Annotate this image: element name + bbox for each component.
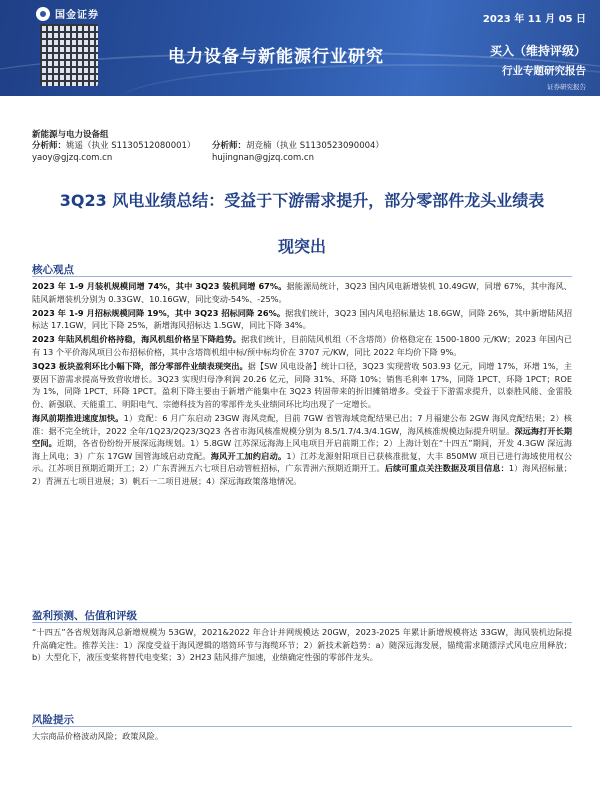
core-paragraph (32, 280, 572, 305)
paragraph-lead: 3Q23 板块盈利环比小幅下降，部分零部件业绩表现突出。 (32, 361, 248, 372)
qr-code-icon (40, 24, 98, 86)
paragraph-text: 据我们统计，目前陆风机组（不含塔筒）价格稳定在 1500-1800 元/KW；2023 年国内已有 13 个平价海风项目公布招标价格，其中含塔筒机组中标/预中标均价在 3707 元/KW，同比 2022 年均价下降 9%。 (32, 334, 572, 357)
core-views-body (32, 280, 572, 489)
core-paragraph (32, 333, 572, 358)
logo-icon (36, 7, 50, 21)
report-title (32, 178, 572, 270)
report-type: 行业专题研究报告 (502, 65, 586, 77)
report-title-line-2: 现突出 (277, 237, 326, 256)
paragraph-lead: 深远海打开长期空间。 (32, 425, 572, 449)
paragraph-text: 1）江苏龙源射阳项目已获核准批复，大丰 850MW 项目已进行海域使用权公示。江苏项目预期近期开工；2）广东青洲五六七项目启动管桩招标，广东青洲六预期近期开工。 (32, 450, 572, 474)
section-divider (32, 726, 572, 727)
core-paragraph (32, 412, 572, 488)
paragraph-text: 据能源局统计，3Q23 国内风电新增装机 10.49GW，同增 67%，其中海风、陆风新增装机分别为 0.33GW、10.16GW，同比变动-54%、-25%。 (32, 281, 572, 304)
rating-badge: 买入（维持评级） (489, 44, 586, 58)
paragraph-lead: 2023 年陆风机组价格持稳，海风机组价格呈下降趋势。 (32, 334, 242, 345)
paragraph-lead: 2023 年 1-9 月招标规模同降 19%，其中 3Q23 招标同降 26%。 (32, 307, 286, 318)
risk-paragraph: 大宗商品价格波动风险；政策风险。 (32, 731, 164, 741)
logo-text: 国金证券 (55, 10, 99, 21)
series-title: 电力设备与新能源行业研究 (168, 47, 384, 67)
section-heading-risk: 风险提示 (32, 714, 74, 726)
paragraph-lead: 后续可重点关注数据及项目信息： (384, 463, 509, 474)
company-logo (36, 6, 99, 21)
core-paragraph (32, 360, 572, 410)
report-header-banner (0, 0, 600, 96)
analyst-label: 分析师： (212, 141, 247, 151)
analyst-email[interactable]: hujingnan@gjzq.com.cn (212, 153, 314, 163)
analyst-1 (32, 140, 195, 164)
analyst-name: 胡竞楠（执业 S1130523090004） (246, 141, 384, 151)
analyst-label: 分析师： (32, 141, 67, 151)
risk-body (32, 730, 572, 744)
paragraph-lead: 2023 年 1-9 月装机规模同增 74%，其中 3Q23 装机同增 67%。 (32, 281, 287, 291)
forecast-body (32, 626, 572, 665)
paragraph-text: 1）竞配：6 月广东启动 23GW 海风竞配，目前 7GW 省管海域竞配结果已出；7 月福建公布 2GW 海风竞配结果；2）核准：据不完全统计，2022 全年/1Q23/2Q23/3Q23 各省市海风核准规模分别为 8.5/1.7/4.3/4.1GW，海风核准规模边际提升明显。 (32, 412, 572, 436)
analyst-2 (212, 140, 384, 164)
analyst-email[interactable]: yaoy@gjzq.com.cn (32, 153, 113, 163)
core-paragraph (32, 307, 572, 332)
paragraph-text: 近期，各省份纷纷开展深远海规划。1）5.8GW 江苏深远海海上风电项目开启前期工作；2）上海计划在“十四五”期间，开发 4.3GW 深远海海上风电；3）广东 17GW 国管海域启动竞配。 (32, 438, 572, 461)
sector-label: 新能源与电力设备组 (32, 130, 109, 140)
report-title-line-1: 3Q23 风电业绩总结：受益于下游需求提升，部分零部件龙头业绩表 (59, 191, 545, 210)
section-heading-forecast: 盈利预测、估值和评级 (32, 610, 137, 622)
forecast-paragraph: “十四五”各省规划海风总新增规模为 53GW，2021&2022 年合计并网规模达 20GW，2023-2025 年累计新增规模将达 33GW，海风装机边际提升高确定性。推荐关注：1）深度受益于海风逻辑的塔筒环节与海缆环节；2）新技术新趋势：a）随深远海发展，锚缆需求随漂浮式风电应用释放；b）大型化下，液压变桨将替代电变桨；3）2H23 陆风排产加速，业绩确定性强的零部件龙头。 (32, 627, 572, 663)
paragraph-text: 据【SW 风电设备】统计口径，3Q23 实现营收 503.93 亿元，同增 17%，环增 1%，主要因下游需求提高导致营收增长。3Q23 实现归母净利润 20.26 亿元，同降 31%、环降 10%；销售毛利率 17%，同降 1PCT、环降 1PCT；ROE 为 1%，同降 1PCT、环降 1PCT。盈利下降主要由于新增产能集中在 3Q23 转固带来的折旧摊销增多。受益于下游需求提升，以泰胜风能、金雷股份、新强联、天能重工、明阳电气、宗德科技为首的零部件龙头业绩同环比均出现了一定增长。 (32, 361, 572, 409)
report-date: 2023 年 11 月 05 日 (482, 14, 586, 25)
paragraph-text: 据我们统计，3Q23 国内风电招标量达 18.6GW，同降 26%，其中新增陆风招标达 17.1GW，同比下降 25%，新增海风招标达 1.5GW，同比下降 34%。 (32, 307, 573, 331)
analyst-name: 姚遥（执业 S1130512080001） (66, 141, 196, 151)
section-divider (32, 622, 572, 623)
paragraph-lead: 海风前期推进速度加快。 (32, 412, 124, 423)
section-heading-core: 核心观点 (32, 264, 74, 276)
paragraph-text: 1）海风招标量；2）青洲五七项目进展；3）帆石一二项目进展；4）深远海政策落地情况。 (32, 463, 572, 486)
report-subtitle: 证券研究报告 (547, 83, 586, 91)
paragraph-lead: 海风开工加约启动。 (210, 450, 287, 461)
section-divider (32, 276, 572, 277)
